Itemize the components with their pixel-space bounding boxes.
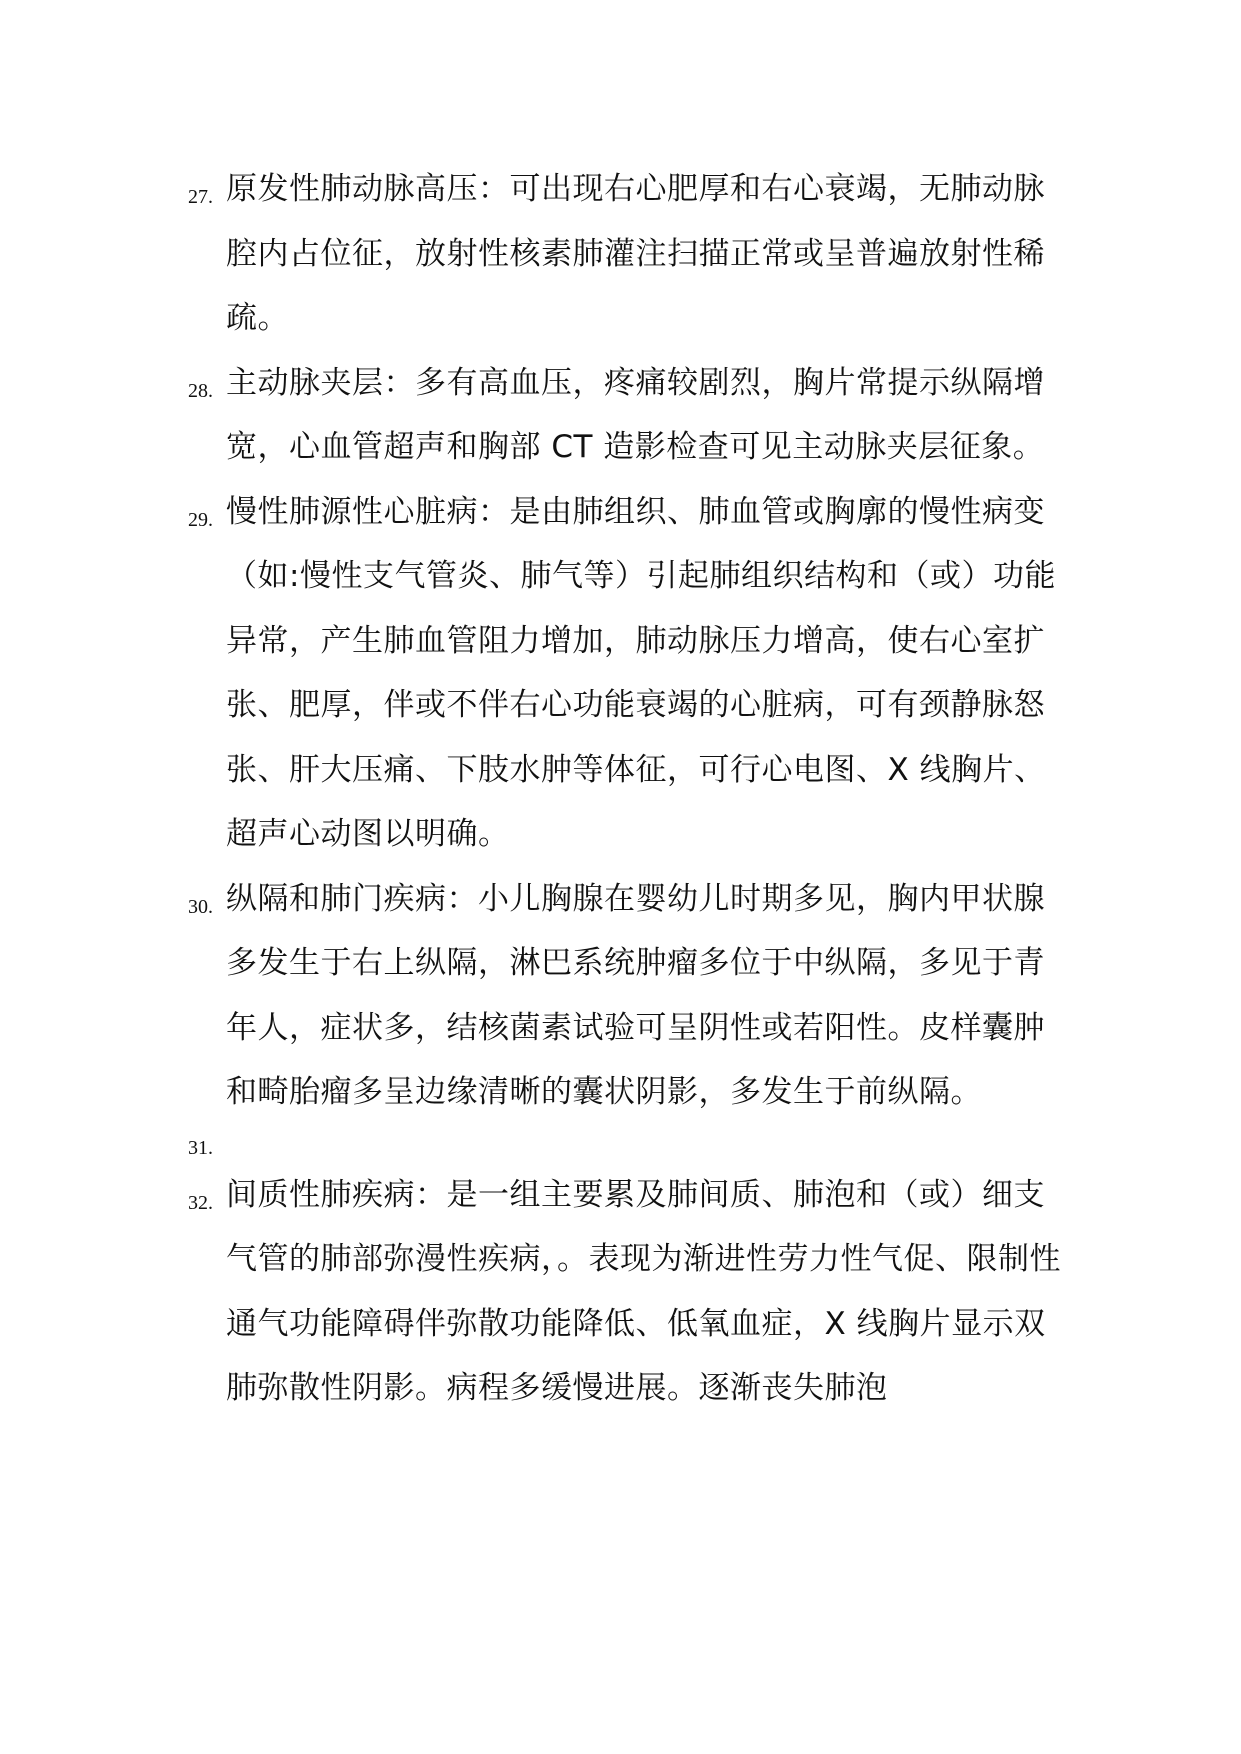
list-item xyxy=(188,480,1068,867)
numbered-list xyxy=(188,157,1068,1421)
item-number: 27. xyxy=(188,186,213,208)
item-number: 29. xyxy=(188,508,213,531)
item-number: 31. xyxy=(188,1136,213,1159)
item-number: 28. xyxy=(188,379,213,402)
list-item xyxy=(188,157,1068,351)
item-number: 30. xyxy=(188,895,213,918)
list-item xyxy=(188,351,1068,480)
list-item xyxy=(188,1163,1068,1421)
item-text: 慢性肺源性心脏病：是由肺组织、肺血管或胸廓的慢性病变（如:慢性支气管炎、肺气等）引起肺组织结构和（或）功能异常，产生肺血管阻力增加，肺动脉压力增高，使右心室扩张、肥厚，伴或不伴右心功能衰竭的心脏病，可有颈静脉怒张、肝大压痛、下肢水肿等体征，可行心电图、X 线胸片、超声心动图以明确。 xyxy=(226,493,1056,852)
item-text: 间质性肺疾病：是一组主要累及肺间质、肺泡和（或）细支气管的肺部弥漫性疾病，。表现为渐进性劳力性气促、限制性通气功能障碍伴弥散功能降低、低氧血症，X 线胸片显示双肺弥散性阴影。病程多缓慢进展。逐渐丧失肺泡 xyxy=(226,1176,1061,1406)
item-number: 32. xyxy=(188,1191,213,1214)
item-text: 纵隔和肺门疾病：小儿胸腺在婴幼儿时期多见，胸内甲状腺多发生于右上纵隔，淋巴系统肿瘤多位于中纵隔，多见于青年人，症状多，结核菌素试验可呈阴性或若阳性。皮样囊肿和畸胎瘤多呈边缘清晰的囊状阴影，多发生于前纵隔。 xyxy=(226,880,1045,1110)
item-text: 主动脉夹层：多有高血压，疼痛较剧烈，胸片常提示纵隔增宽，心血管超声和胸部 CT 造影检查可见主动脉夹层征象。 xyxy=(226,364,1045,465)
list-item xyxy=(188,867,1068,1125)
list-item-empty xyxy=(188,1125,1068,1163)
item-text: 原发性肺动脉高压：可出现右心肥厚和右心衰竭，无肺动脉腔内占位征，放射性核素肺灌注扫描正常或呈普遍放射性稀疏。 xyxy=(226,171,1045,336)
